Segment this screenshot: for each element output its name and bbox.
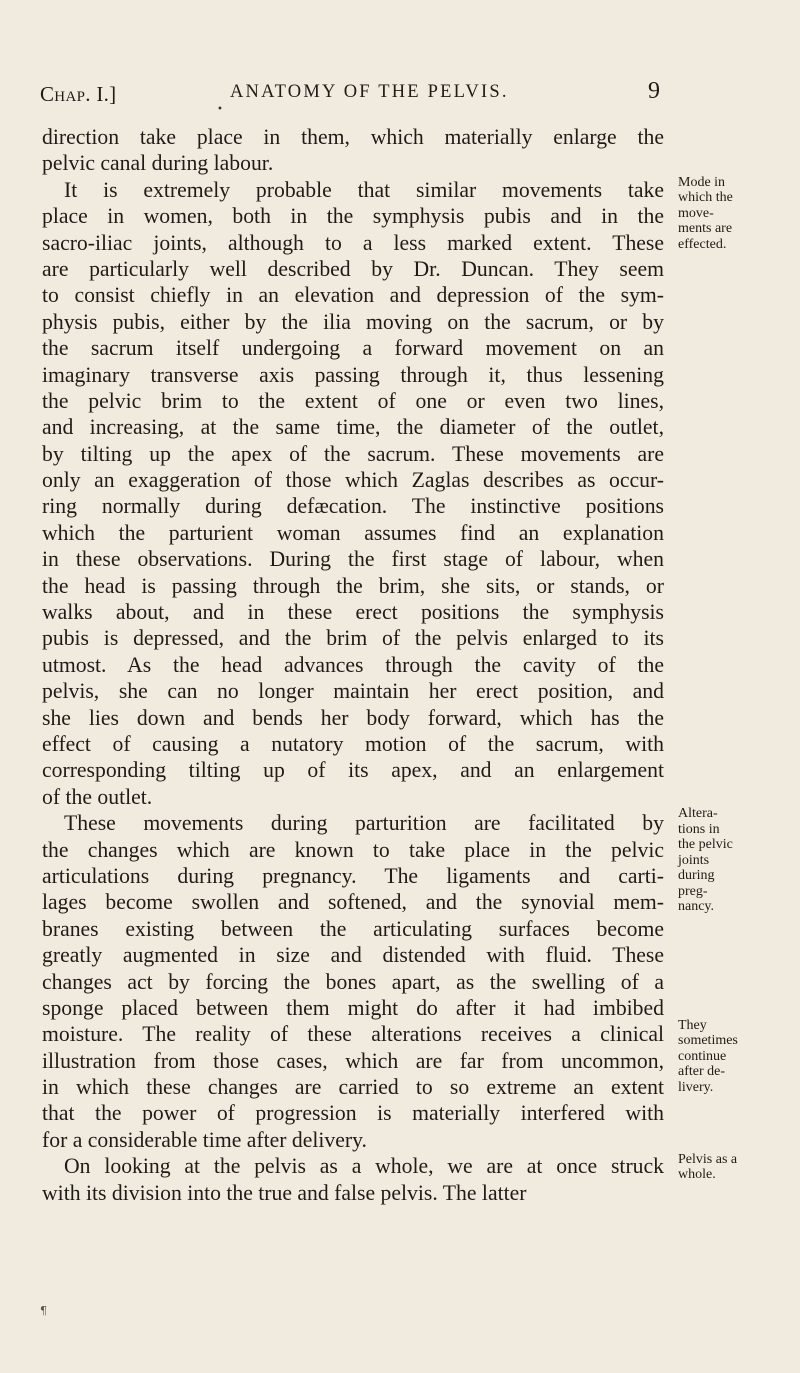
footer-mark: ¶ [40,1304,47,1317]
page-number: 9 [648,78,660,104]
text-line: On looking at the pelvis as a whole, we are at once struck [64,1154,664,1179]
chapter-label: Chap. I.] [40,82,117,106]
text-line: the head is passing through the brim, she sits, or stands, or [42,573,664,598]
margin-note-line: during [678,868,715,884]
text-line: she lies down and bends her body forward, which has the [42,705,664,730]
text-line: ring normally during defæcation. The instinctive positions [42,494,664,519]
margin-note-line: preg- [678,883,708,899]
top-mark: • [217,104,223,115]
text-line: to consist chiefly in an elevation and depression of the sym- [42,283,664,308]
text-line: by tilting up the apex of the sacrum. These movements are [42,441,664,466]
text-line: moisture. The reality of these alterations receives a clinical [42,1022,664,1047]
text-line: in which these changes are carried to so extreme an extent [42,1075,664,1100]
text-line: which the parturient woman assumes find an explanation [42,520,664,545]
text-line: sacro-iliac joints, although to a less marked extent. These [42,230,664,255]
text-line: branes existing between the articulating surfaces become [42,916,664,941]
text-line: These movements during parturition are facilitated by [64,811,664,836]
text-line: for a considerable time after delivery. [42,1127,367,1152]
margin-note-line: Pelvis as a [678,1151,738,1167]
text-line: of the outlet. [42,784,153,809]
margin-note [678,175,798,253]
text-line: place in women, both in the symphysis pubis and in the [42,204,664,229]
running-head [40,78,660,112]
text-line: the changes which are known to take place in the pelvic [42,837,664,862]
text-line: corresponding tilting up of its apex, and an enlargement [42,758,664,783]
text-line: walks about, and in these erect positions the symphysis [42,600,664,625]
margin-note-line: Mode in [678,174,726,190]
text-line: effect of causing a nutatory motion of the sacrum, with [42,731,664,756]
margin-note [678,806,798,915]
body-text [42,124,664,1206]
text-line: illustration from those cases, which are far from uncommon, [42,1048,664,1073]
text-line: in these observations. During the first stage of labour, when [42,547,664,572]
running-title: ANATOMY OF THE PELVIS. [230,82,509,102]
text-line: pubis is depressed, and the brim of the pelvis enlarged to its [42,626,664,651]
text-line: only an exaggeration of those which Zaglas describes as occur- [42,468,664,493]
text-line: physis pubis, either by the ilia moving on the sacrum, or by [42,309,664,334]
margin-note-line: Altera- [678,806,718,822]
text-line: direction take place in them, which materially enlarge the [42,125,664,149]
text-line: the sacrum itself undergoing a forward movement on an [42,336,664,361]
text-line: greatly augmented in size and distended with fluid. These [42,943,664,968]
margin-note-line: which the [678,190,733,206]
text-line: lages become swollen and softened, and the synovial mem- [42,890,664,915]
margin-note-line: tions in [678,821,720,837]
text-line: and increasing, at the same time, the diameter of the outlet, [42,415,664,440]
margin-note-line: They [678,1017,707,1033]
text-line: with its division into the true and false pelvis. The latter [42,1180,527,1205]
text-line: It is extremely probable that similar movements take [64,177,664,202]
margin-note-line: continue [678,1048,727,1064]
text-line: sponge placed between them might do after it had imbibed [42,995,664,1020]
margin-note-line: after de- [678,1064,726,1080]
text-line: that the power of progression is materially interfered with [42,1101,664,1126]
margin-note-line: livery. [678,1079,714,1095]
text-line: articulations during pregnancy. The ligaments and carti- [42,863,664,888]
margin-note-line: sometimes [678,1033,738,1049]
margin-note-line: nancy. [678,899,715,915]
margin-note-line: ments are [678,221,733,237]
text-line: pelvic canal during labour. [42,151,274,176]
text-line: imaginary transverse axis passing through it, thus lessening [42,362,664,387]
text-line: utmost. As the head advances through the cavity of the [42,652,664,677]
text-line: pelvis, she can no longer maintain her erect position, and [42,679,664,704]
margin-note-line: the pelvic [678,837,733,853]
text-line: are particularly well described by Dr. Duncan. They seem [42,256,664,281]
margin-note-line: move- [678,205,714,221]
margin-note-line: effected. [678,236,727,252]
margin-note [678,1152,798,1183]
margin-note-line: whole. [678,1167,716,1183]
margin-note [678,1018,798,1096]
text-line: the pelvic brim to the extent of one or even two lines, [42,388,664,413]
margin-note-line: joints [678,852,710,868]
text-line: changes act by forcing the bones apart, as the swelling of a [42,969,664,994]
